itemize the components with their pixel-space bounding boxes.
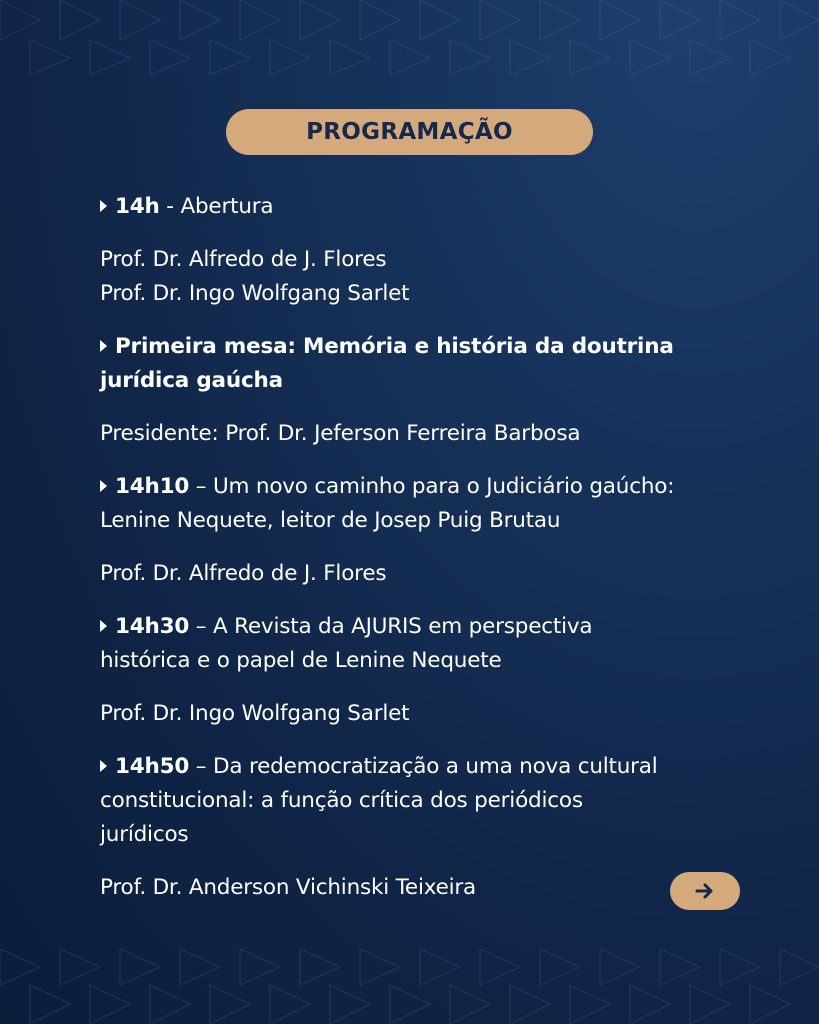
- opening-speakers: [100, 243, 740, 311]
- talk-speaker: Prof. Dr. Anderson Vichinski Teixeira: [100, 875, 477, 900]
- opening-separator: -: [159, 194, 181, 219]
- talk-title-line: constitucional: a função crítica dos periódicos: [100, 788, 583, 813]
- talk-time: 14h50: [115, 754, 190, 779]
- caret-right-icon: [100, 340, 107, 352]
- arrow-right-icon: [695, 882, 715, 900]
- talk-title-line: – A Revista da AJURIS em perspectiva: [189, 614, 593, 639]
- opening-time: 14h: [115, 194, 160, 219]
- speaker-name: Prof. Dr. Ingo Wolfgang Sarlet: [100, 281, 410, 306]
- program-title-pill: [226, 109, 593, 155]
- caret-right-icon: [100, 480, 107, 492]
- decorative-triangle-pattern-bottom: [0, 949, 819, 1024]
- talk-title-line: – Da redemocratização a uma nova cultural: [189, 754, 658, 779]
- caret-right-icon: [100, 760, 107, 772]
- talk-speaker: Prof. Dr. Ingo Wolfgang Sarlet: [100, 701, 410, 726]
- talk-title-line: jurídicos: [100, 822, 189, 847]
- program-title: PROGRAMAÇÃO: [306, 119, 513, 145]
- caret-right-icon: [100, 620, 107, 632]
- talk-time: 14h10: [115, 474, 190, 499]
- panel-title-line: jurídica gaúcha: [100, 368, 283, 393]
- opening-item: [100, 190, 740, 224]
- next-button[interactable]: [670, 872, 740, 910]
- talk-title-line: – Um novo caminho para o Judiciário gaúcho:: [189, 474, 675, 499]
- panel-president: Presidente: Prof. Dr. Jeferson Ferreira Barbosa: [100, 421, 581, 446]
- caret-right-icon: [100, 200, 107, 212]
- panel-title: [100, 330, 740, 398]
- talk-time: 14h30: [115, 614, 190, 639]
- talk-item: [100, 470, 740, 538]
- opening-label: Abertura: [180, 194, 274, 219]
- panel-title-line: Primeira mesa: Memória e história da doutrina: [115, 334, 674, 359]
- talk-speaker: Prof. Dr. Alfredo de J. Flores: [100, 561, 387, 586]
- talk-title-line: Lenine Nequete, leitor de Josep Puig Brutau: [100, 508, 561, 533]
- talk-title-line: histórica e o papel de Lenine Nequete: [100, 648, 502, 673]
- talk-item: [100, 610, 740, 678]
- speaker-name: Prof. Dr. Alfredo de J. Flores: [100, 247, 387, 272]
- talk-item: [100, 750, 740, 852]
- decorative-triangle-pattern-top: [0, 0, 819, 75]
- schedule-list: [100, 190, 740, 924]
